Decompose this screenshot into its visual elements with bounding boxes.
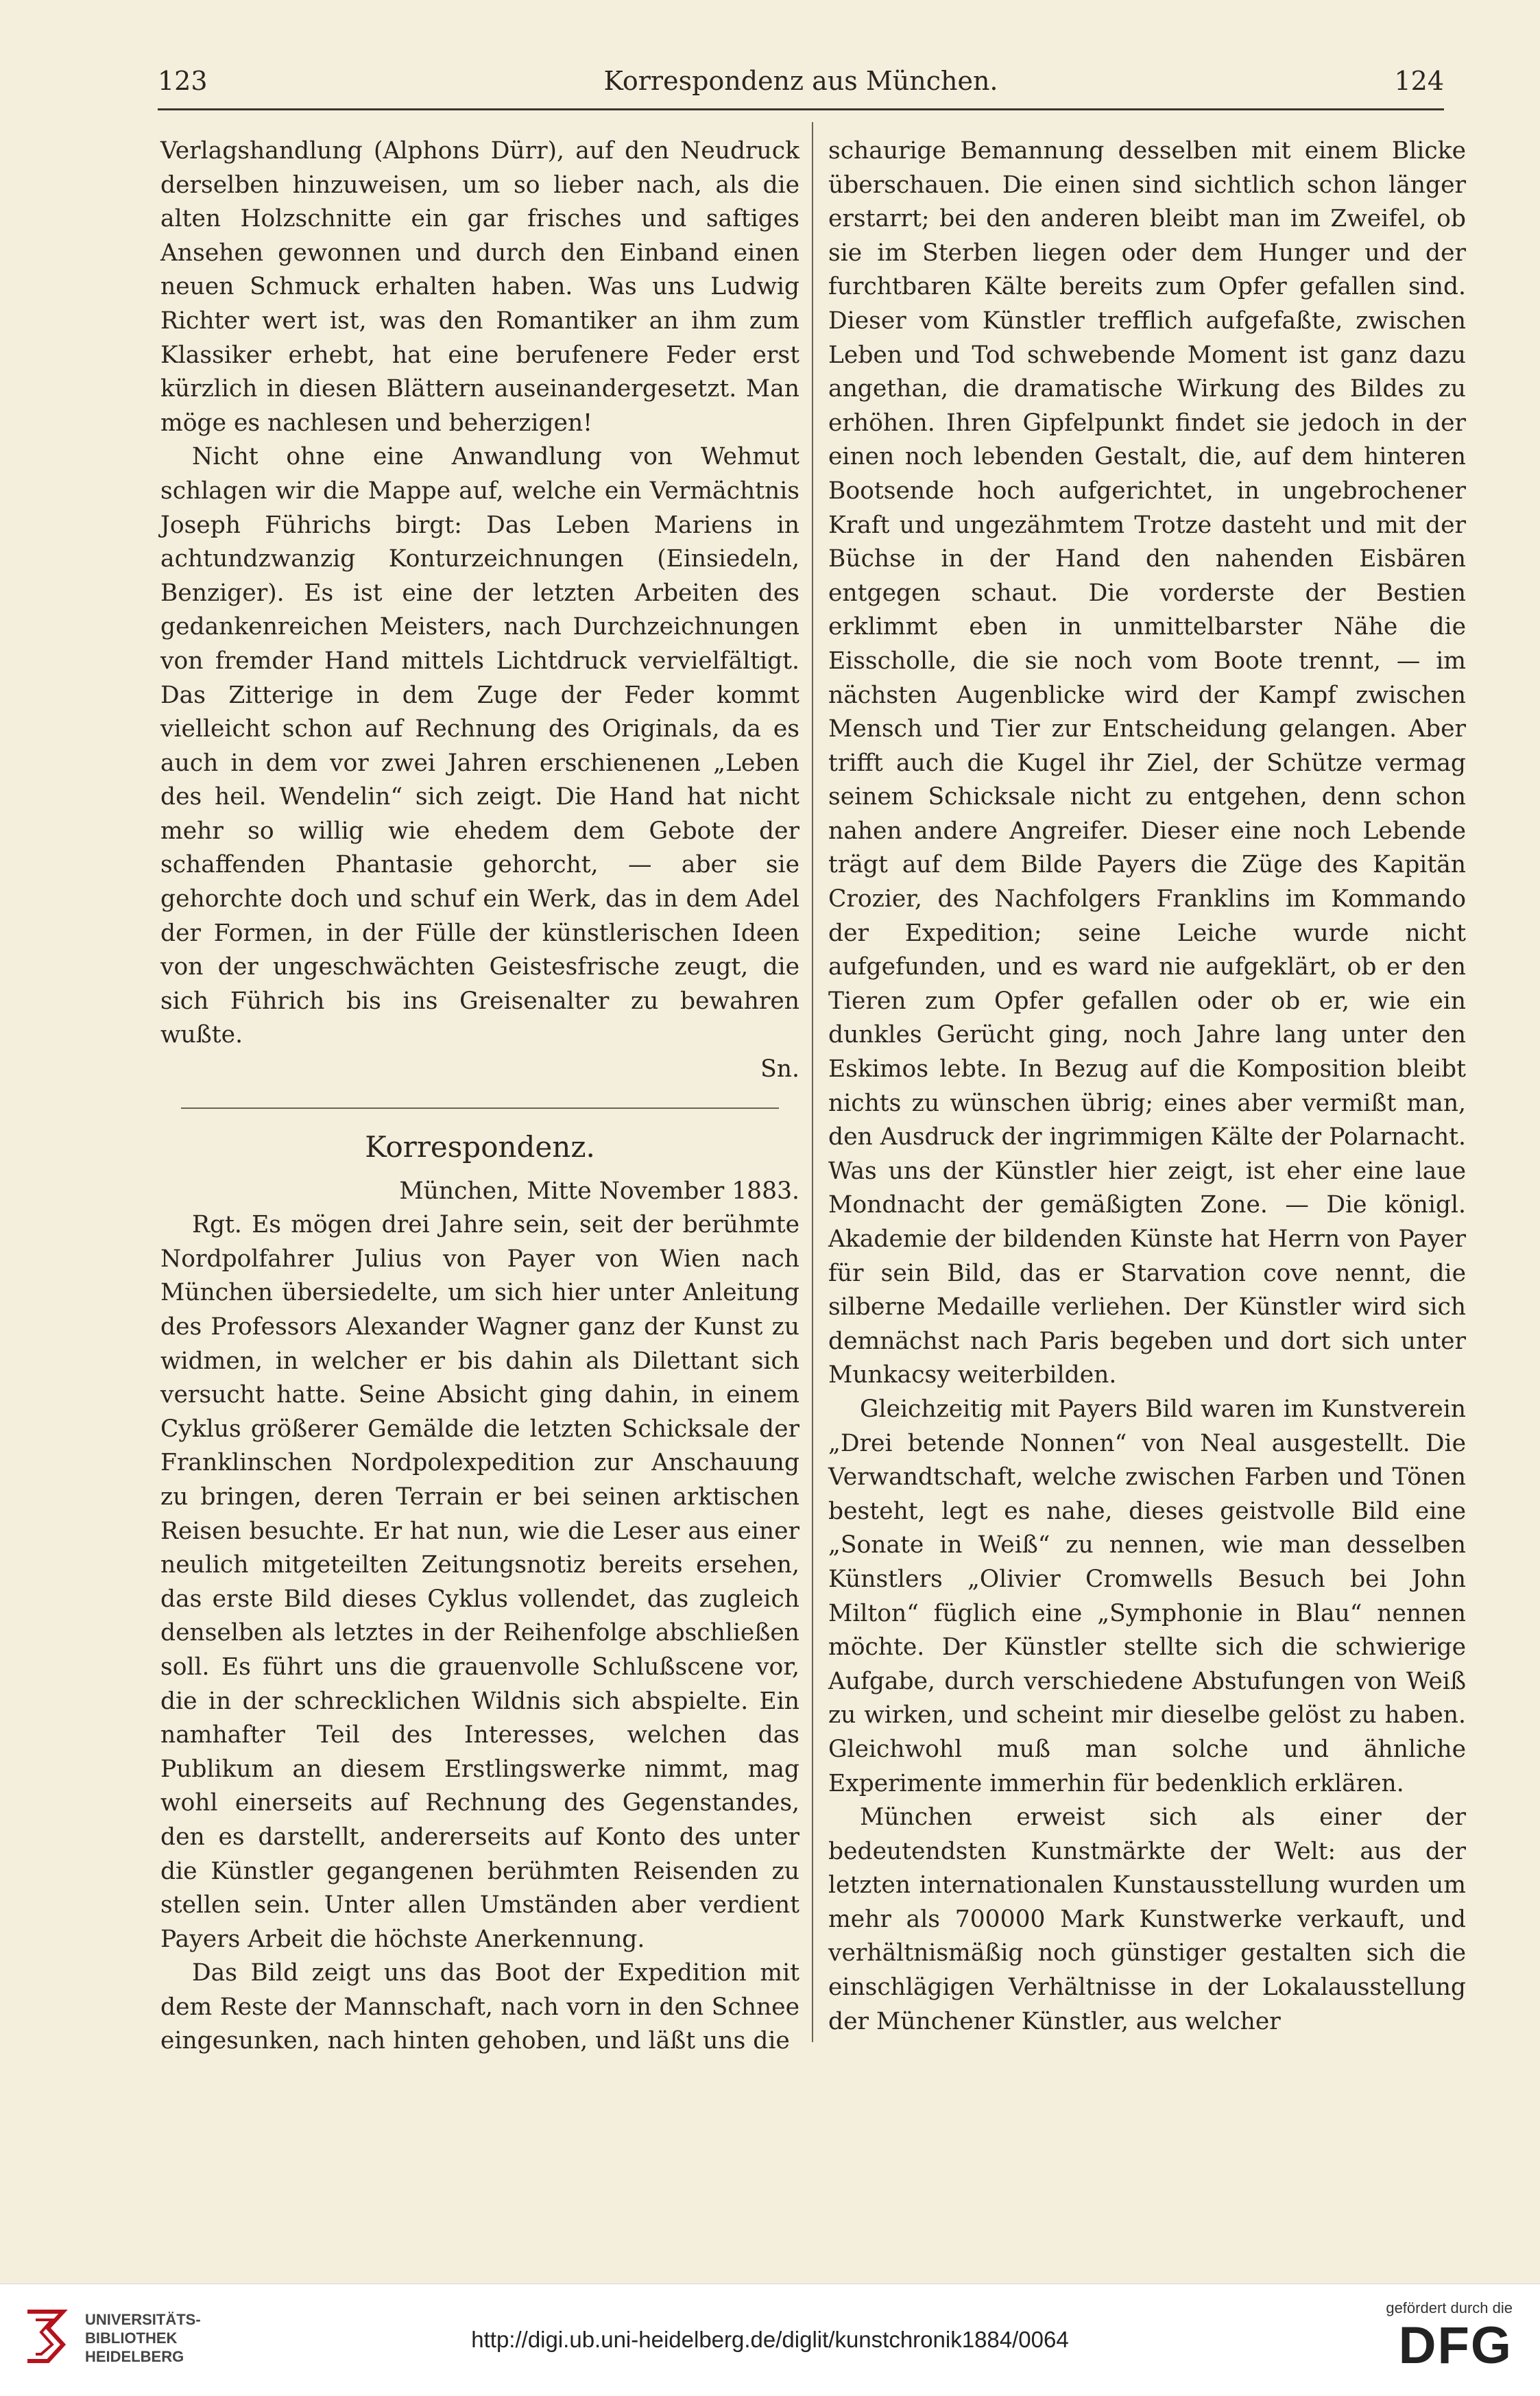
paragraph: München erweist sich als einer der bedeutendsten Kunstmärkte der Welt: aus der letzten internationalen Kunstausstellung wurden um mehr als 700000 Mark Kunstwerke verkauft, und verhältnismäßig noch günstiger gestalten sich die einschlägigen Verhältnisse in der Lokalausstellung der Münchener Künstler, aus welcher [828, 1804, 1466, 2035]
paragraph: Verlagshandlung (Alphons Dürr), auf den Neudruck derselben hinzuweisen, um so lieber nach, als die alten Holzschnitte ein gar frisches und saftiges Ansehen gewonnen und durch den Einband einen neuen Schmuck erhalten haben. Was uns Ludwig Richter wert ist, was den Romantiker an ihm zum Klassiker erhebt, hat eine berufenere Feder erst kürzlich in diesen Blättern auseinandergesetzt. Man möge es nachlesen und beherzigen! [160, 137, 799, 437]
running-title: Korrespondenz aus München. [603, 66, 998, 96]
author-signature: Sn. [760, 1055, 799, 1083]
column-divider [812, 122, 813, 2042]
section-title: Korrespondenz. [365, 1129, 595, 1164]
paragraph: Rgt. Es mögen drei Jahre sein, seit der berühmte Nordpolfahrer Julius von Payer von Wien nach München übersiedelte, um sich hier unter Anleitung des Professors Alexander Wagner ganz der Kunst zu widmen, in welcher er bis dahin als Dilettant sich versucht hatte. Seine Absicht ging dahin, in einem Cyklus größerer Gemälde die letzten Schicksale der Franklinschen Nordpolexpedition zur Anschauung zu bringen, deren Terrain er bei seinen arktischen Reisen besuchte. Er hat nun, wie die Leser aus einer neulich mitgeteilten Zeitungsnotiz bereits ersehen, das erste Bild dieses Cyklus vollendet, das zugleich denselben als letztes in der Reihenfolge abschließen soll. Es führt uns die grauenvolle Schlußscene vor, die in der schrecklichen Wildnis sich abspielte. Ein namhafter Teil des Interesses, welchen das Publikum an diesem Erstlingswerke nimmt, mag wohl einerseits auf Rechnung des Gegenstandes, den es darstellt, andererseits auf Konto des unter die Künstler gegangenen berühmten Reisenden zu stellen sein. Unter allen Umständen aber verdient Payers Arbeit die höchste Anerkennung. [160, 1211, 799, 1953]
viewer-footer [0, 2284, 1540, 2396]
dfg-logo: DFG [1398, 2316, 1513, 2375]
right-column [828, 134, 1466, 2039]
left-column [160, 134, 799, 2059]
funder-block[interactable] [1348, 2299, 1513, 2375]
running-header [158, 66, 1444, 114]
library-name: UNIVERSITÄTS- BIBLIOTHEK HEIDELBERG [85, 2311, 201, 2365]
funding-note: gefördert durch die [1386, 2299, 1513, 2316]
paragraph: Nicht ohne eine Anwandlung von Wehmut schlagen wir die Mappe auf, welche ein Vermächtnis Joseph Führichs birgt: Das Leben Mariens in achtundzwanzig Konturzeichnungen (Einsiedeln, Benziger). Es ist eine der letzten Arbeiten des gedankenreichen Meisters, nach Durchzeichnungen von fremder Hand mittels Lichtdruck vervielfältigt. Das Zitterige in dem Zuge der Feder kommt vielleicht schon auf Rechnung des Originals, da es auch in dem vor zwei Jahren erschienenen „Leben des heil. Wendelin“ sich zeigt. Die Hand hat nicht mehr so willig wie ehedem dem Gebote der schaffenden Phantasie gehorcht, — aber sie gehorchte doch und schuf ein Werk, das in dem Adel der Formen, in der Fülle der künstlerischen Ideen von der ungeschwächten Geistesfrische zeugt, die sich Führich bis ins Greisenalter zu bewahren wußte. [160, 443, 799, 1049]
paragraph: Das Bild zeigt uns das Boot der Expedition mit dem Reste der Mannschaft, nach vorn in den Schnee eingesunken, nach hinten gehoben, und läßt uns die [160, 1959, 799, 2055]
header-rule [158, 108, 1444, 110]
permalink-url[interactable]: http://digi.ub.uni-heidelberg.de/diglit/kunstchronik1884/0064 [471, 2327, 1069, 2352]
page-number-right: 124 [1394, 66, 1444, 96]
dateline: München, Mitte November 1883. [399, 1177, 799, 1205]
section-rule [181, 1107, 779, 1109]
paragraph: Gleichzeitig mit Payers Bild waren im Kunstverein „Drei betende Nonnen“ von Neal ausgestellt. Die Verwandtschaft, welche zwischen Farben und Tönen besteht, legt es nahe, dieses geistvolle Bild eine „Sonate in Weiß“ zu nennen, wie man desselben Künstlers „Olivier Cromwells Besuch bei John Milton“ füglich eine „Symphonie in Blau“ nennen möchte. Der Künstler stellte sich die schwierige Aufgabe, durch verschiedene Abstufungen von Weiß zu wirken, und scheint mir dieselbe gelöst zu haben. Gleichwohl muß man solche und ähnliche Experimente immerhin für bedenklich erklären. [828, 1395, 1466, 1797]
paragraph: schaurige Bemannung desselben mit einem Blicke überschauen. Die einen sind sichtlich schon länger erstarrt; bei den anderen bleibt man im Zweifel, ob sie im Sterben liegen oder dem Hunger und der furchtbaren Kälte bereits zum Opfer gefallen sind. Dieser vom Künstler trefflich aufgefaßte, zwischen Leben und Tod schwebende Moment ist ganz dazu angethan, die dramatische Wirkung des Bildes zu erhöhen. Ihren Gipfelpunkt findet sie jedoch in der einen noch lebenden Gestalt, die, auf dem hinteren Bootsende hoch aufgerichtet, in ungebrochener Kraft und ungezähmtem Trotze dasteht und mit der Büchse in der Hand den nahenden Eisbären entgegen schaut. Die vorderste der Bestien erklimmt eben in unmittelbarster Nähe die Eisscholle, die sie noch vom Boote trennt, — im nächsten Augenblicke wird der Kampf zwischen Mensch und Tier zur Entscheidung gelangen. Aber trifft auch die Kugel ihr Ziel, der Schütze vermag seinem Schicksale nicht zu entgehen, denn schon nahen andere Angreifer. Dieser eine noch Lebende trägt auf dem Bilde Payers die Züge des Kapitän Crozier, des Nachfolgers Franklins im Kommando der Expedition; seine Leiche wurde nicht aufgefunden, und es ward nie aufgeklärt, ob er den Tieren zum Opfer gefallen oder ob er, wie ein dunkles Gerücht ging, noch Jahre lang unter den Eskimos lebte. In Bezug auf die Komposition bleibt nichts zu wünschen übrig; eines aber vermißt man, den Ausdruck der ingrimmigen Kälte der Polarnacht. Was uns der Künstler hier zeigt, ist eher eine laue Mondnacht der gemäßigten Zone. — Die königl. Akademie der bildenden Künste hat Herrn von Payer für sein Bild, das er Starvation cove nennt, die silberne Medaille verliehen. Der Künstler wird sich demnächst nach Paris begeben und dort sich unter Munkacsy weiterbilden. [828, 137, 1466, 1389]
page-number-left: 123 [158, 66, 208, 96]
